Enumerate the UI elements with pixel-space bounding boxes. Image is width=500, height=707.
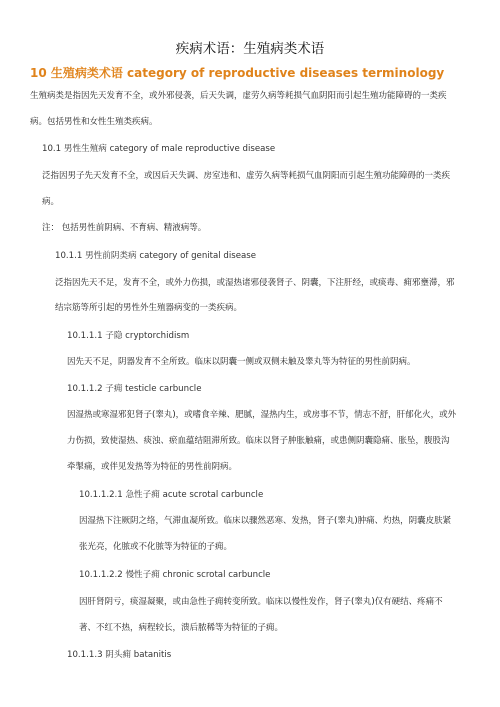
subsection-heading: 10.1.1.2.2 慢性子痈 chronic scrotal carbuncle [79,570,271,580]
paragraph-line: 牵掣痛，或伴见发热等为特征的男性前阴病。 [67,462,238,472]
paragraph-line: 力伤损，致使湿热、痰浊、瘀血蕴结阻滞所致。临床以肾子肿胀触痛，或患侧阴囊隐痛、胀坠，腹股沟 [67,436,450,446]
paragraph-line: 结宗筋等所引起的男性外生殖器病变的一类疾病。 [55,303,243,313]
paragraph-line: 病。 [42,197,60,207]
page-title: 疾病术语：生殖病类术语 [175,41,325,57]
note-text: 注： 包括男性前阴病、不育病、精液病等。 [42,223,207,233]
subsection-heading: 10.1.1.1 子隐 cryptorchidism [67,331,190,341]
paragraph-line: 生殖病类是指因先天发育不全，或外邪侵袭，后天失调，虚劳久病等耗损气血阴阳而引起生殖功能障碍的一类疾 [30,91,447,101]
section-heading: 10 生殖病类术语 category of reproductive diseases terminology [30,66,445,80]
subsection-heading: 10.1 男性生殖病 category of male reproductive disease [42,144,276,154]
subsection-heading: 10.1.1 男性前阴类病 category of genital disease [55,251,257,261]
paragraph-line: 因湿热下注厥阴之络，气滞血凝所致。临床以骤然恶寒、发热，肾子(睾丸)肿痛、灼热，阴囊皮肤紧 [79,516,452,526]
subsection-heading: 10.1.1.3 阴头痈 batanitis [67,650,172,660]
paragraph-line: 泛指因男子先天发育不全，或因后天失调、房室违和、虚劳久病等耗损气血阴阳而引起生殖功能障碍的一类疾 [42,171,451,181]
paragraph-line: 著、不红不热，病程较长，溃后脓稀等为特征的子痈。 [79,623,284,633]
paragraph-line: 因先天不足，阴器发育不全所致。临床以阴囊一侧或双侧未触及睾丸等为特征的男性前阴病。 [67,357,416,367]
subsection-heading: 10.1.1.2 子痈 testicle carbuncle [67,384,202,394]
paragraph-line: 泛指因先天不足，发育不全，或外力伤损，或湿热诸邪侵袭肾子、阴囊，下注肝经，或痰毒、痈邪壅滞，邪 [55,278,455,288]
paragraph-line: 张光亮，化脓或不化脓等为特征的子痈。 [79,542,233,552]
paragraph-line: 因湿热或寒湿邪犯肾子(睾丸)，或嗜食辛辣、肥腻，湿热内生，或房事不节，情志不舒，肝郁化火，或外 [67,410,457,420]
paragraph-line: 病。包括男性和女性生殖类疾病。 [30,117,158,127]
paragraph-line: 因肝肾阴亏，痰湿凝聚，或由急性子痈转变所致。临床以慢性发作，肾子(睾丸)仅有硬结、疼痛不 [79,597,443,607]
subsection-heading: 10.1.1.2.1 急性子痈 acute scrotal carbuncle [79,490,264,500]
